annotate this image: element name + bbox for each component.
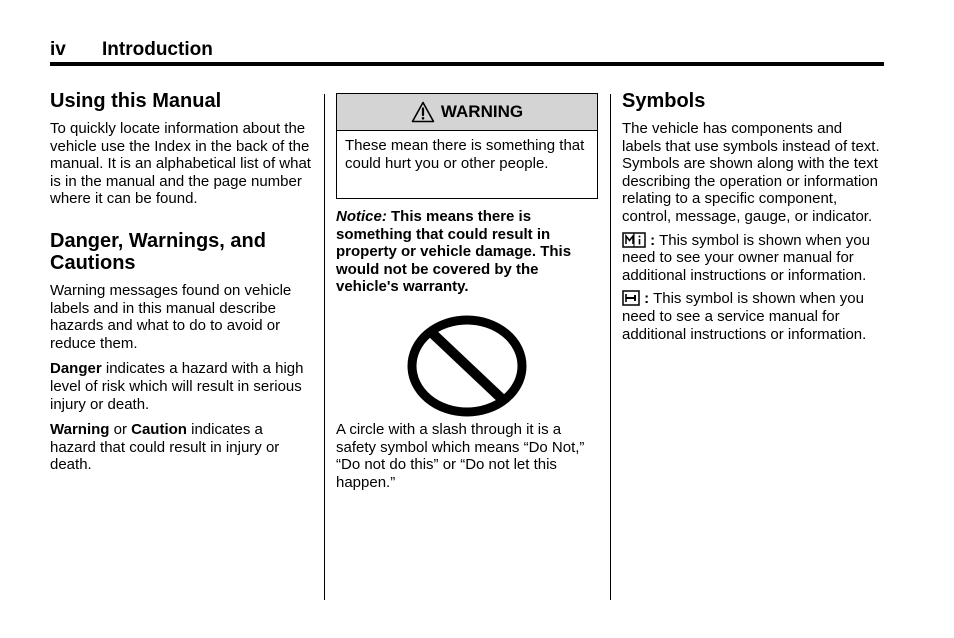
header-rule [50, 62, 884, 66]
notice-label: Notice: [336, 208, 387, 225]
notice-paragraph [336, 208, 598, 296]
owner-symbol-text: This symbol is shown when you need to see your owner manual for additional instructions or information. [622, 231, 870, 284]
notice-body: This means there is something that could result in property or vehicle damage. This would not be covered by the vehicle's warranty. [336, 208, 572, 296]
column-1 [50, 90, 312, 474]
service-manual-symbol-paragraph [622, 290, 884, 343]
danger-definition [50, 360, 312, 413]
warning-triangle-icon [411, 101, 435, 123]
warning-label: WARNING [440, 102, 524, 121]
symbols-heading: Symbols [622, 90, 706, 112]
section-title: Introduction [102, 39, 213, 60]
page-number: iv [50, 39, 66, 60]
owner-manual-book-icon [622, 232, 646, 248]
service-manual-book-icon [622, 290, 640, 306]
warning-term: Warning [50, 421, 110, 439]
column-divider-1 [324, 94, 325, 600]
warning-caution-text: indicates a hazard that could result in injury or death. [50, 421, 280, 474]
column-3 [622, 90, 884, 343]
danger-warnings-body: Warning messages found on vehicle labels and in this manual describe hazards and what to do to avoid or reduce them. [50, 281, 292, 352]
danger-term: Danger [50, 360, 102, 378]
using-manual-heading: Using this Manual [50, 90, 222, 112]
or-text: or [109, 421, 132, 439]
warning-header [337, 94, 597, 131]
warning-box [336, 93, 598, 199]
owner-symbol-colon: : [646, 231, 656, 249]
service-symbol-colon: : [640, 290, 650, 308]
warning-body: These mean there is something that could hurt you or other people. [345, 137, 585, 172]
danger-definition-text: indicates a hazard with a high level of risk which will result in serious injury or death. [50, 360, 304, 413]
danger-warnings-heading: Danger, Warnings, and Cautions [50, 229, 266, 274]
service-symbol-text: This symbol is shown when you need to see a service manual for additional instructions or information. [622, 290, 867, 343]
using-manual-body: To quickly locate information about the vehicle use the Index in the back of the manual. It is an alphabetical list of what is in the manual and the page number where it can be found. [50, 120, 311, 208]
page-header [50, 38, 884, 62]
caution-term: Caution [131, 421, 187, 439]
owner-manual-symbol-paragraph [622, 232, 884, 285]
symbols-body: The vehicle has components and labels that use symbols instead of text. Symbols are shown along with the text describing the operation or information relating to a specific component, control, message, gauge, or indicator. [622, 120, 880, 225]
warning-caution-definition [50, 421, 312, 474]
safety-symbol-caption: A circle with a slash through it is a safety symbol which means “Do Not,” “Do not do this” or “Do not let this happen.” [336, 421, 585, 491]
no-circle-slash-icon [404, 314, 530, 418]
column-divider-2 [610, 94, 611, 600]
